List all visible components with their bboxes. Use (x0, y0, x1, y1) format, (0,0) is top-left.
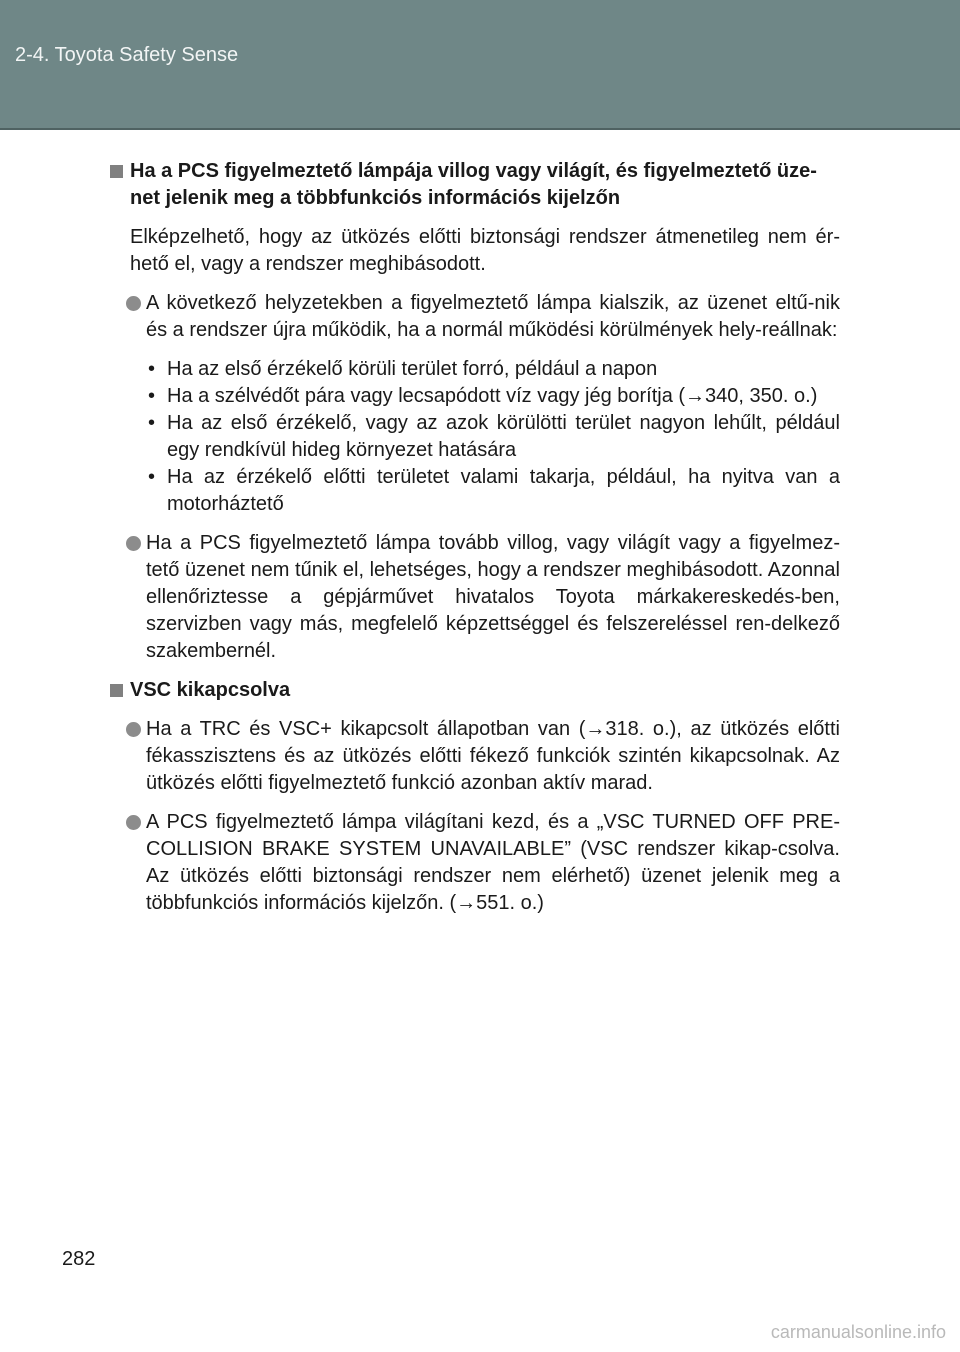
circle-bullet-icon (126, 815, 141, 830)
section-pcs-warning (108, 158, 840, 665)
chapter-title: 2-4. Toyota Safety Sense (15, 44, 239, 66)
section-heading-text: VSC kikapcsolva (130, 679, 291, 701)
section-heading-text: Ha a PCS figyelmeztető lámpája villog vagy világít, és figyelmeztető üze-net jelenik meg a többfunkciós információs kijelzőn (130, 160, 817, 209)
list-item (108, 716, 840, 797)
sub-bullet-item: • Ha az első érzékelő körüli terület forró, például a napon (146, 356, 840, 383)
sub-bullet-item: • Ha az érzékelő előtti területet valami takarja, például, ha nyitva van a motorháztető (148, 466, 840, 515)
list-item (108, 809, 840, 917)
dot-mark-icon: • (148, 412, 156, 434)
page-number: 282 (62, 1248, 96, 1270)
section-intro-text: Elképzelhető, hogy az ütközés előtti biztonsági rendszer átmenetileg nem ér-hető el, vagy a rendszer meghibásodott. (130, 226, 840, 275)
square-bullet-icon (110, 684, 123, 697)
sub-bullet-list (146, 356, 840, 518)
dot-mark-icon: • (148, 385, 156, 407)
sub-bullet-item: • Ha a szélvédőt pára vagy lecsapódott víz vagy jég borítja (→340, 350. o.) (146, 383, 840, 410)
list-item (108, 530, 840, 665)
circle-bullet-icon (126, 722, 141, 737)
page-header (0, 0, 960, 130)
section-vsc-off (108, 677, 840, 917)
circle-bullet-icon (126, 296, 141, 311)
list-item-text: A PCS figyelmeztető lámpa világítani kezd, és a „VSC TURNED OFF PRE-COLLISION BRAKE SYSTEM UNAVAILABLE” (VSC rendszer kikap-csolva. Az ütközés előtti biztonsági rendszer nem elérhető) üzenet jelenik meg a többfunkciós információs kijelzőn. (→551. o.) (146, 811, 840, 914)
section-heading (108, 677, 840, 704)
square-bullet-icon (110, 165, 123, 178)
dot-mark-icon: • (148, 466, 156, 488)
list-item-text: Ha a PCS figyelmeztető lámpa tovább villog, vagy világít vagy a figyelmez-tető üzenet nem tűnik el, lehetséges, hogy a rendszer meghibásodott. Azonnal ellenőriztesse a gépjárművet hivatalos Toyota márkakereskedés-ben, szervizben vagy más, megfelelő képzettséggel és felszereléssel ren-delkező szakembernél. (146, 532, 840, 662)
list-item (108, 290, 840, 518)
sub-bullet-item: • Ha az első érzékelő, vagy az azok körülötti terület nagyon lehűlt, például egy rendkívül hideg környezet hatására (148, 412, 840, 461)
circle-bullet-icon (126, 536, 141, 551)
section-heading (108, 158, 840, 212)
dot-mark-icon: • (148, 358, 156, 380)
list-item-text: Ha a TRC és VSC+ kikapcsolt állapotban van (→318. o.), az ütközés előtti fékasszisztens és az ütközés előtti fékező funkciók szintén kikapcsolnak. Az ütközés előtti figyelmeztető funkció azonban aktív marad. (146, 718, 840, 794)
list-item-text: A következő helyzetekben a figyelmeztető lámpa kialszik, az üzenet eltű-nik és a rendszer újra működik, ha a normál működési körülmények hely-reállnak: (146, 292, 840, 341)
watermark: carmanualsonline.info (770, 1322, 946, 1342)
page-content (108, 158, 840, 929)
